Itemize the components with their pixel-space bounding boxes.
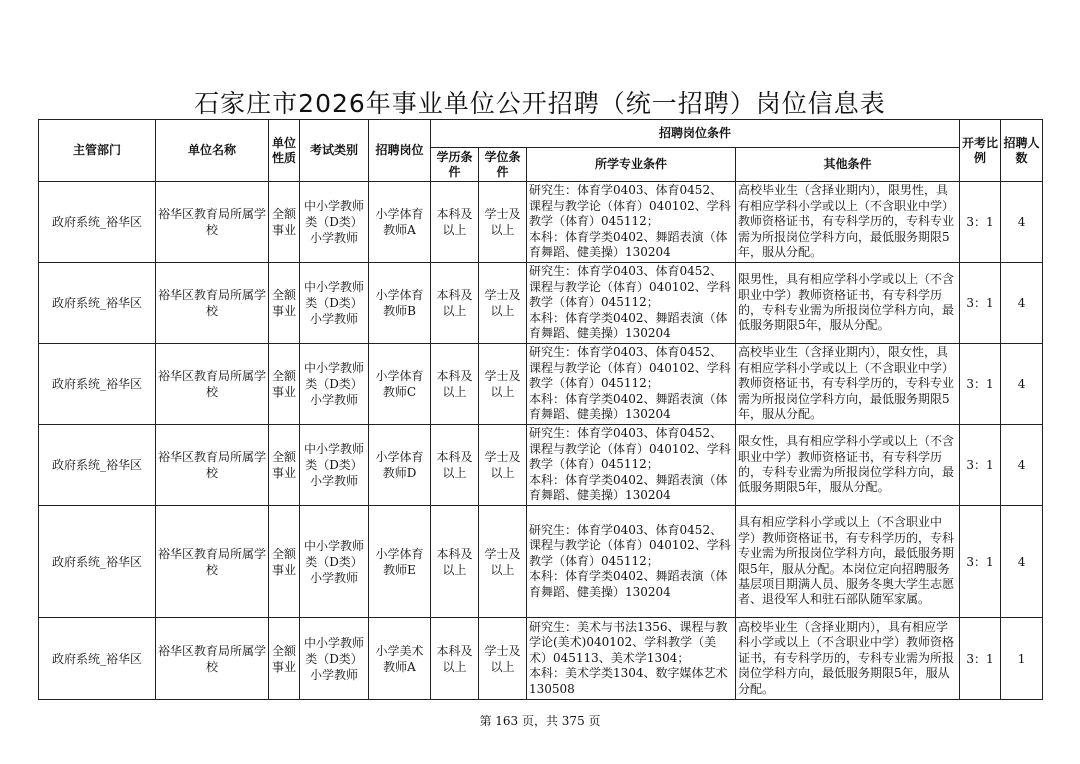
header-major: 所学专业条件	[527, 148, 736, 182]
cell-degree: 学士及以上	[479, 618, 527, 700]
cell-ratio: 3：1	[960, 344, 1001, 425]
cell-nature: 全额事业	[269, 182, 300, 263]
header-other: 其他条件	[736, 148, 960, 182]
cell-other: 高校毕业生（含择业期内），具有相应学科小学或以上（不含职业中学）教师资格证书，有专科学历的，专科专业需为所报岗位学科方向，最低服务期限5年，服从分配。	[736, 618, 960, 700]
cell-other: 限女性，具有相应学科小学或以上（不含职业中学）教师资格证书，有专科学历的，专科专业需为所报岗位学科方向，最低服务期限5年，服从分配。	[736, 425, 960, 506]
table-row	[39, 344, 1043, 425]
cell-dept: 政府系统_裕华区	[39, 263, 156, 344]
table-row	[39, 425, 1043, 506]
cell-degree: 学士及以上	[479, 263, 527, 344]
cell-post: 小学体育教师E	[369, 506, 431, 618]
cell-unit: 裕华区教育局所属学校	[156, 182, 269, 263]
cell-dept: 政府系统_裕华区	[39, 425, 156, 506]
cell-ratio: 3：1	[960, 263, 1001, 344]
cell-other: 高校毕业生（含择业期内），限女性，具有相应学科小学或以上（不含职业中学）教师资格证书，有专科学历的，专科专业需为所报岗位学科方向，最低服务期限5年，服从分配。	[736, 344, 960, 425]
cell-unit: 裕华区教育局所属学校	[156, 506, 269, 618]
cell-dept: 政府系统_裕华区	[39, 506, 156, 618]
cell-ratio: 3：1	[960, 182, 1001, 263]
header-nature: 单位性质	[269, 120, 300, 182]
cell-count: 4	[1001, 425, 1043, 506]
cell-major: 研究生：美术与书法1356、课程与教学论(美术)040102、学科教学（美术）045113、美术学1304； 本科：美术学类1304、数字媒体艺术130508	[527, 618, 736, 700]
cell-ratio: 3：1	[960, 506, 1001, 618]
cell-count: 4	[1001, 263, 1043, 344]
cell-major: 研究生：体育学0403、体育0452、课程与教学论（体育）040102、学科教学（体育）045112； 本科：体育学类0402、舞蹈表演（体育舞蹈、健美操）130204	[527, 344, 736, 425]
header-count: 招聘人数	[1001, 120, 1043, 182]
cell-unit: 裕华区教育局所属学校	[156, 263, 269, 344]
cell-exam: 中小学教师类（D类）小学教师	[300, 263, 369, 344]
cell-dept: 政府系统_裕华区	[39, 344, 156, 425]
table-row	[39, 263, 1043, 344]
cell-count: 4	[1001, 506, 1043, 618]
cell-degree: 学士及以上	[479, 344, 527, 425]
cell-nature: 全额事业	[269, 618, 300, 700]
cell-ratio: 3：1	[960, 425, 1001, 506]
cell-edu: 本科及以上	[431, 425, 479, 506]
header-row-1	[39, 120, 1043, 148]
header-degree: 学位条件	[479, 148, 527, 182]
header-ratio: 开考比例	[960, 120, 1001, 182]
cell-other: 高校毕业生（含择业期内），限男性，具有相应学科小学或以上（不含职业中学）教师资格证书，有专科学历的，专科专业需为所报岗位学科方向，最低服务期限5年，服从分配。	[736, 182, 960, 263]
cell-exam: 中小学教师类（D类）小学教师	[300, 344, 369, 425]
cell-major: 研究生：体育学0403、体育0452、课程与教学论（体育）040102、学科教学（体育）045112； 本科：体育学类0402、舞蹈表演（体育舞蹈、健美操）130204	[527, 182, 736, 263]
cell-nature: 全额事业	[269, 425, 300, 506]
cell-unit: 裕华区教育局所属学校	[156, 344, 269, 425]
cell-edu: 本科及以上	[431, 182, 479, 263]
cell-post: 小学体育教师C	[369, 344, 431, 425]
cell-degree: 学士及以上	[479, 182, 527, 263]
header-post: 招聘岗位	[369, 120, 431, 182]
cell-edu: 本科及以上	[431, 344, 479, 425]
page-footer: 第 163 页，共 375 页	[479, 714, 601, 728]
table-row	[39, 618, 1043, 700]
cell-count: 4	[1001, 182, 1043, 263]
cell-post: 小学体育教师B	[369, 263, 431, 344]
cell-nature: 全额事业	[269, 263, 300, 344]
table-row	[39, 506, 1043, 618]
header-conditions: 招聘岗位条件	[431, 120, 960, 148]
header-unit: 单位名称	[156, 120, 269, 182]
recruitment-table	[38, 119, 1043, 700]
cell-major: 研究生：体育学0403、体育0452、课程与教学论（体育）040102、学科教学（体育）045112； 本科：体育学类0402、舞蹈表演（体育舞蹈、健美操）130204	[527, 425, 736, 506]
cell-degree: 学士及以上	[479, 425, 527, 506]
cell-edu: 本科及以上	[431, 618, 479, 700]
cell-ratio: 3：1	[960, 618, 1001, 700]
header-edu: 学历条件	[431, 148, 479, 182]
cell-exam: 中小学教师类（D类）小学教师	[300, 425, 369, 506]
cell-dept: 政府系统_裕华区	[39, 618, 156, 700]
cell-dept: 政府系统_裕华区	[39, 182, 156, 263]
cell-degree: 学士及以上	[479, 506, 527, 618]
cell-edu: 本科及以上	[431, 506, 479, 618]
cell-nature: 全额事业	[269, 506, 300, 618]
cell-nature: 全额事业	[269, 344, 300, 425]
cell-exam: 中小学教师类（D类）小学教师	[300, 182, 369, 263]
cell-unit: 裕华区教育局所属学校	[156, 425, 269, 506]
cell-major: 研究生：体育学0403、体育0452、课程与教学论（体育）040102、学科教学（体育）045112； 本科：体育学类0402、舞蹈表演（体育舞蹈、健美操）130204	[527, 263, 736, 344]
cell-edu: 本科及以上	[431, 263, 479, 344]
cell-exam: 中小学教师类（D类）小学教师	[300, 618, 369, 700]
header-exam: 考试类别	[300, 120, 369, 182]
cell-count: 1	[1001, 618, 1043, 700]
cell-post: 小学体育教师A	[369, 182, 431, 263]
header-dept: 主管部门	[39, 120, 156, 182]
cell-other: 具有相应学科小学或以上（不含职业中学）教师资格证书，有专科学历的，专科专业需为所报岗位学科方向，最低服务期限5年，服从分配。本岗位定向招聘服务基层项目期满人员、服务冬奥大学生志愿者、退役军人和驻石部队随军家属。	[736, 506, 960, 618]
cell-post: 小学体育教师D	[369, 425, 431, 506]
cell-major: 研究生：体育学0403、体育0452、课程与教学论（体育）040102、学科教学（体育）045112； 本科：体育学类0402、舞蹈表演（体育舞蹈、健美操）130204	[527, 506, 736, 618]
cell-unit: 裕华区教育局所属学校	[156, 618, 269, 700]
cell-count: 4	[1001, 344, 1043, 425]
cell-exam: 中小学教师类（D类）小学教师	[300, 506, 369, 618]
cell-post: 小学美术教师A	[369, 618, 431, 700]
page-title: 石家庄市2026年事业单位公开招聘（统一招聘）岗位信息表	[194, 89, 886, 118]
table-row	[39, 182, 1043, 263]
cell-other: 限男性，具有相应学科小学或以上（不含职业中学）教师资格证书，有专科学历的，专科专业需为所报岗位学科方向，最低服务期限5年，服从分配。	[736, 263, 960, 344]
